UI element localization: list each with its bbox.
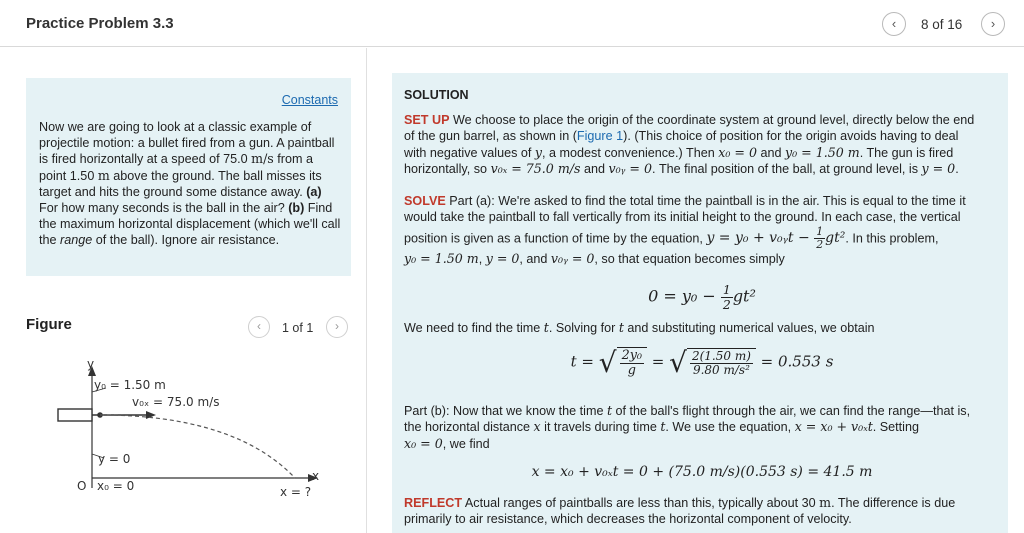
trajectory-path (100, 415, 295, 478)
problem-text: Now we are going to look at a classic example of projectile motion: a bullet fired from a gun. A paintball is fired horizontally at a speed of 75.0 m/s from a point 1.50 m above the ground. The ball misses its target and hits the ground some distance away. (a) For how many seconds is the ball in the air? (b) Find the maximum horizontal displacement (which we'll call the range of the ball). Ignore air resistance. (39, 120, 341, 248)
solution-panel (392, 73, 1008, 533)
header-bar (0, 0, 1024, 47)
part-b-paragraph: Part (b): Now that we know the time t of the ball's flight through the air, we can find the range—that is, the horizontal distance x it travels during time t. We use the equation, x = x₀ + v₀ₓt. Setting x₀ = 0, we find (404, 403, 971, 451)
x-axis-label: x (312, 469, 320, 483)
problem-statement-box (26, 78, 351, 276)
setup-paragraph: SET UP We choose to place the origin of the coordinate system at ground level, directly below the end of the gun barrel, as shown in (Figure 1). (This choice of position for the origin avoids having to deal with negative values of y, a modest convenience.) Then x₀ = 0 and y₀ = 1.50 m. The gun is fired horizontally, so v₀ₓ = 75.0 m/s and v₀ᵧ = 0. The final position of the ball, at ground level, is y = 0. (404, 113, 975, 177)
previous-page-button[interactable] (882, 12, 906, 36)
next-page-button[interactable] (981, 12, 1005, 36)
projectile-figure[interactable] (50, 358, 330, 503)
solve-paragraph: SOLVE Part (a): We're asked to find the total time the paintball is in the air. This is equal to the time it would take the paintball to fall vertically from its initial height to the ground. In each case, the vertical position is given as a function of time by the equation, y = y₀ + v₀ᵧt − $\frac{1}{2}$ gt². In this problem, y₀ = 1.50 m, y = 0, and v₀ᵧ = 0, so that equation becomes simply (404, 194, 966, 266)
reflect-paragraph: REFLECT Actual ranges of paintballs are less than this, typically about 30 m. The difference is due primarily to air resistance, which decreases the horizontal component of velocity. (404, 495, 956, 527)
gun-barrel (58, 409, 92, 421)
y-axis-label: y (87, 358, 95, 371)
panel-divider (366, 48, 367, 533)
setup-label: SET UP (404, 113, 450, 127)
chevron-left-icon: ‹ (891, 16, 897, 31)
time-intro: We need to find the time t. Solving for t and substituting numerical values, we obtain (404, 320, 875, 335)
figure-previous-button[interactable] (248, 316, 270, 338)
solution-heading: SOLUTION (404, 88, 469, 102)
equation-zero: 0 = y₀ − $\frac{1}{2}$ gt² (648, 282, 756, 312)
constants-link[interactable]: Constants (281, 93, 338, 107)
range-label: x = ? (280, 485, 312, 499)
initial-height-label: y₀ = 1.50 m (94, 378, 166, 392)
chevron-right-icon: › (335, 319, 339, 333)
solve-label: SOLVE (404, 194, 446, 208)
chevron-right-icon: › (990, 16, 996, 31)
equation-range: x = x₀ + v₀ₓt = 0 + (75.0 m/s)(0.553 s) = 41.5 m (531, 464, 873, 480)
figure-heading: Figure (26, 316, 72, 333)
page-title: Practice Problem 3.3 (26, 15, 174, 32)
initial-x-label: x₀ = 0 (97, 479, 135, 493)
page-indicator: 8 of 16 (921, 17, 963, 32)
chevron-left-icon: ‹ (257, 319, 261, 333)
ground-level-label: y = 0 (98, 452, 131, 466)
initial-velocity-label: v₀ₓ = 75.0 m/s (132, 395, 220, 409)
reflect-label: REFLECT (404, 496, 463, 510)
origin-label: O (77, 479, 87, 493)
figure-counter: 1 of 1 (282, 321, 314, 335)
figure-1-link[interactable]: Figure 1 (576, 129, 624, 144)
figure-next-button[interactable] (326, 316, 348, 338)
equation-time: t = √ $\frac{\text{2y₀}}{g}$ = √ $\frac{2(1.50 m)}{\text{9.80 m/s²}}$ = 0.553 s (570, 345, 834, 379)
